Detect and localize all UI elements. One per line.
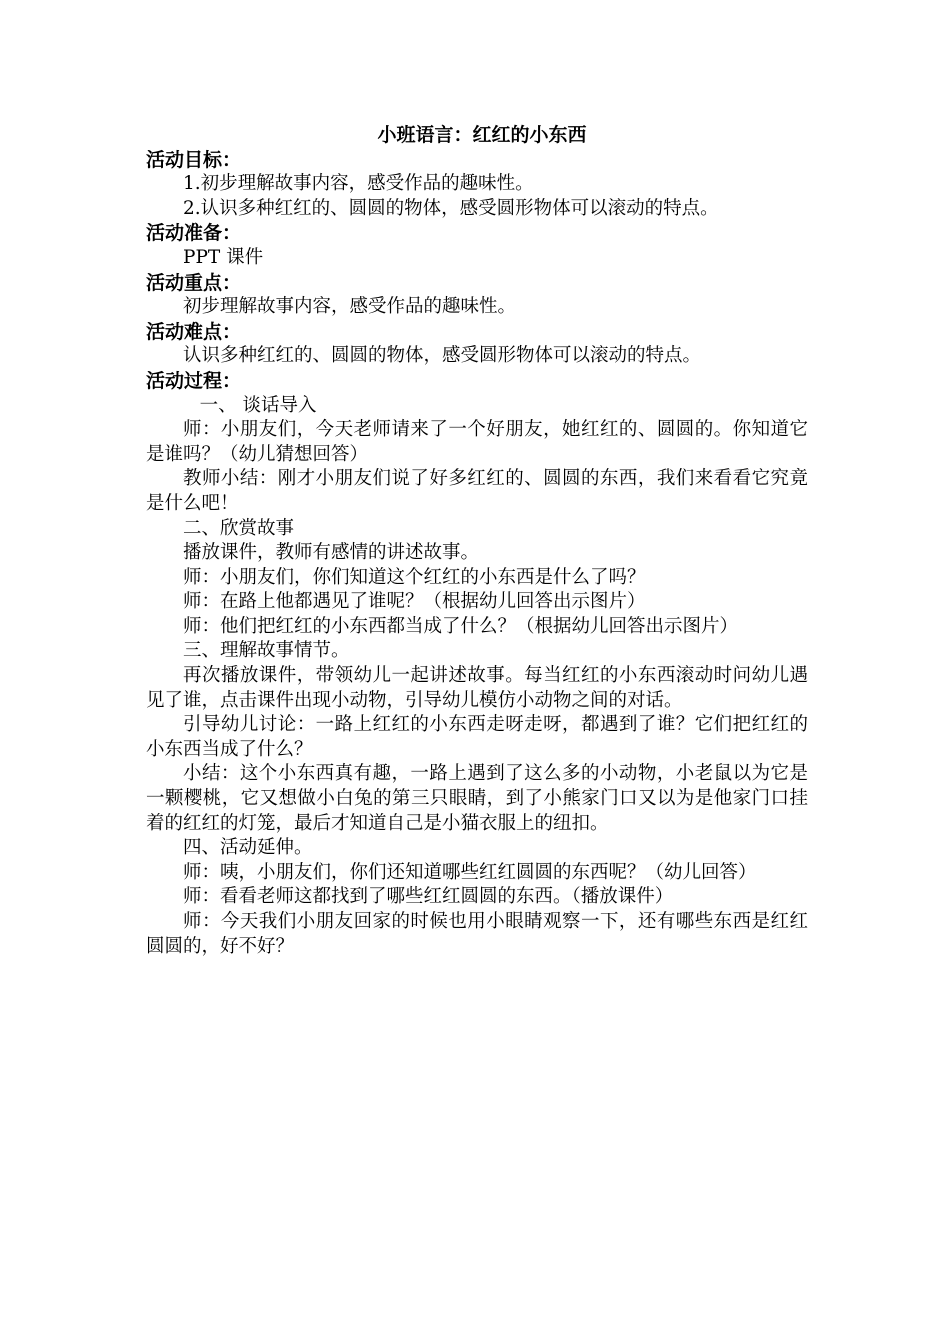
- process-step-4-title: 四、活动延伸。: [183, 837, 313, 859]
- section-heading-difficulty: 活动难点：: [146, 320, 242, 343]
- goal-1: 1.初步理解故事内容，感受作品的趣味性。: [183, 173, 534, 195]
- process-paragraph: 引导幼儿讨论：一路上红红的小东西走呀走呀，都遇到了谁？它们把红红的小东西当成了什么？: [146, 714, 808, 760]
- section-heading-goals: 活动目标：: [146, 148, 242, 171]
- goal-2: 2.认识多种红红的、圆圆的物体，感受圆形物体可以滚动的特点。: [183, 197, 719, 219]
- section-heading-process: 活动过程：: [146, 369, 242, 392]
- document-page: [146, 123, 808, 959]
- document-title: 小班语言：红红的小东西: [377, 124, 587, 146]
- section-heading-key-point: 活动重点：: [146, 271, 242, 294]
- key-point-text: 初步理解故事内容，感受作品的趣味性。: [183, 296, 517, 318]
- process-paragraph: 教师小结：刚才小朋友们说了好多红红的、圆圆的东西，我们来看看它究竟是什么吧！: [146, 468, 808, 514]
- process-paragraph: 师：今天我们小朋友回家的时候也用小眼睛观察一下，还有哪些东西是红红圆圆的，好不好？: [146, 911, 808, 957]
- process-paragraph: 师：在路上他都遇见了谁呢？（根据幼儿回答出示图片）: [183, 591, 646, 613]
- process-paragraph: 师：咦，小朋友们，你们还知道哪些红红圆圆的东西呢？（幼儿回答）: [183, 861, 757, 883]
- process-paragraph: 再次播放课件，带领幼儿一起讲述故事。每当红红的小东西滚动时问幼儿遇见了谁，点击课件出现小动物，引导幼儿模仿小动物之间的对话。: [146, 665, 808, 711]
- process-step-2-title: 二、欣赏故事: [183, 517, 295, 539]
- process-paragraph: 师：小朋友们，你们知道这个红红的小东西是什么了吗？: [183, 566, 646, 588]
- preparation-item: PPT 课件: [183, 246, 264, 268]
- process-step-3-title: 三、理解故事情节。: [183, 640, 350, 662]
- process-paragraph: 小结：这个小东西真有趣，一路上遇到了这么多的小动物，小老鼠以为它是一颗樱桃，它又想做小白兔的第三只眼睛，到了小熊家门口又以为是他家门口挂着的红红的灯笼，最后才知道自己是小猫衣服上的纽扣。: [146, 763, 808, 834]
- process-paragraph: 师：看看老师这都找到了哪些红红圆圆的东西。（播放课件）: [183, 886, 674, 908]
- process-paragraph: 师：小朋友们，今天老师请来了一个好朋友，她红红的、圆圆的。你知道它是谁吗？（幼儿猜想回答）: [146, 419, 808, 465]
- difficulty-text: 认识多种红红的、圆圆的物体，感受圆形物体可以滚动的特点。: [183, 345, 702, 367]
- section-heading-preparation: 活动准备：: [146, 222, 242, 245]
- process-step-1-title: 一、 谈话导入: [199, 394, 317, 416]
- process-paragraph: 师：他们把红红的小东西都当成了什么？（根据幼儿回答出示图片）: [183, 615, 739, 637]
- process-paragraph: 播放课件，教师有感情的讲述故事。: [183, 542, 480, 564]
